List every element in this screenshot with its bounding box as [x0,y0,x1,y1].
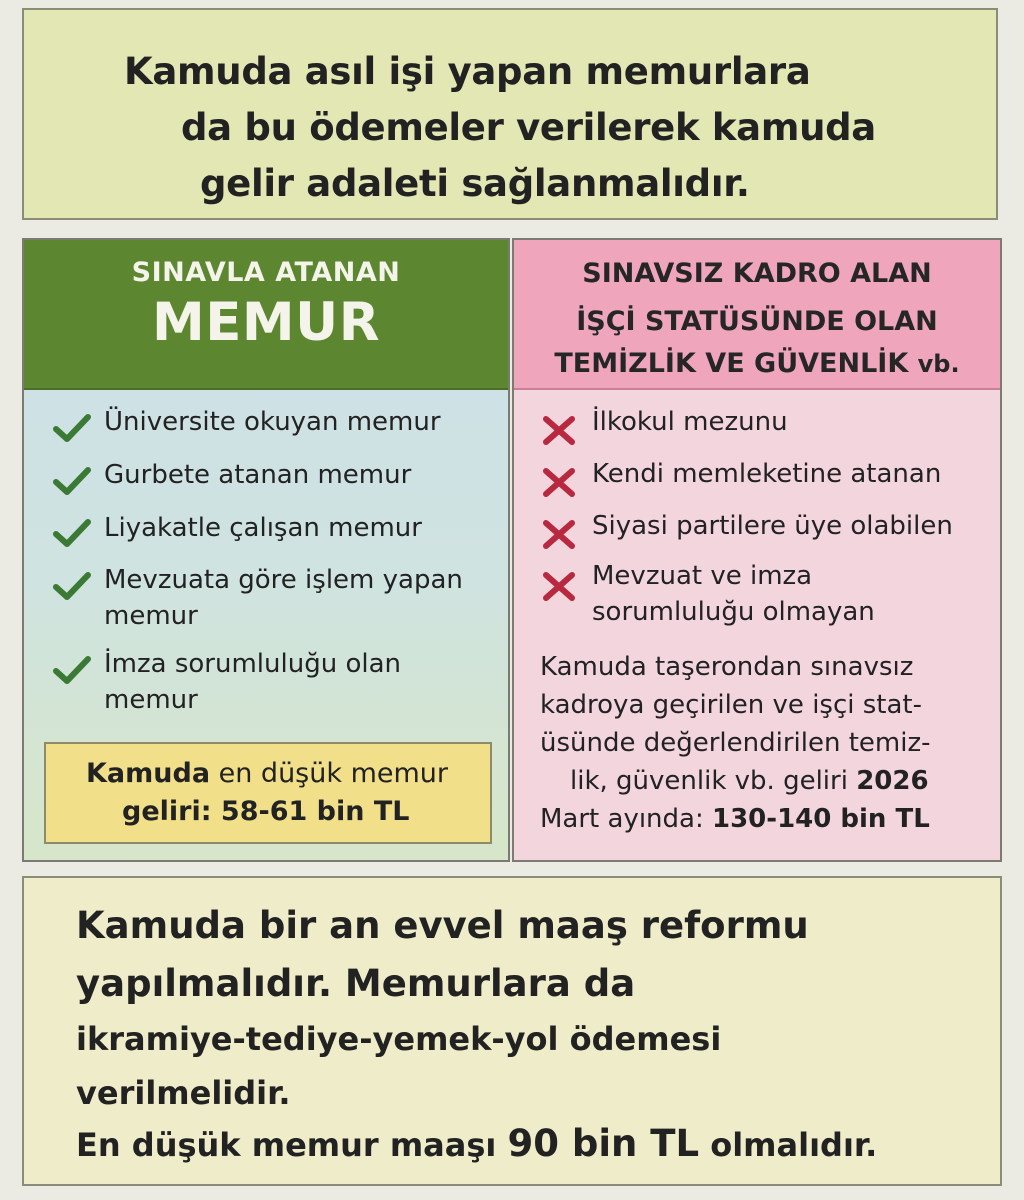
isci-paragraph-line-4-text: lik, güvenlik vb. geliri [570,766,857,796]
memur-item-2 [104,457,411,493]
isci-column [512,238,1002,862]
cross-icon [540,414,578,446]
memur-item-1 [104,404,441,440]
isci-header [514,240,1000,390]
reform-line-3: ikramiye-tediye-yemek-yol ödemesi [76,1020,722,1058]
isci-title-line-3-text: TEMİZLİK VE GÜVENLİK [554,348,909,379]
isci-item-4 [592,558,875,630]
isci-paragraph-line-4 [570,766,929,796]
isci-item-1-text: İlkokul mezunu [592,407,788,437]
isci-item-3-text: Siyasi partilere üye olabilen [592,511,953,541]
check-icon [52,517,92,549]
isci-paragraph-line-3: üsünde değerlendirilen temiz- [540,728,931,758]
memur-salary-line-1-rest: en düşük memur [210,758,449,789]
cross-icon [540,570,578,602]
isci-paragraph-line-5 [540,804,930,834]
isci-item-4-line-1: Mevzuat ve imza [592,561,813,591]
memur-item-4 [104,562,463,634]
isci-paragraph-line-2: kadroya geçirilen ve işçi stat- [540,690,922,720]
cross-icon [540,466,578,498]
reform-box [22,876,1002,1186]
cross-icon [540,518,578,550]
reform-line-5 [76,1122,877,1165]
memur-column [22,238,510,862]
memur-item-3 [104,510,422,546]
memur-salary-box [44,742,492,844]
memur-item-4-line-2: memur [104,601,198,631]
isci-item-2 [592,456,941,492]
isci-paragraph-line-1: Kamuda taşerondan sınavsız [540,652,914,682]
headline-line-2: da bu ödemeler verilerek kamuda [181,106,876,149]
isci-paragraph-line-5-text: Mart ayında: [540,804,712,834]
reform-line-5-post: olmalıdır. [699,1126,878,1164]
isci-title-suffix: vb. [917,350,960,378]
memur-salary-kamuda: Kamuda [86,758,211,789]
check-icon [52,465,92,497]
memur-item-1-text: Üniversite okuyan memur [104,407,441,437]
headline-line-1: Kamuda asıl işi yapan memurlara [124,50,811,93]
check-icon [52,654,92,686]
isci-item-1 [592,404,788,440]
isci-year: 2026 [856,766,929,796]
memur-subtitle: SINAVLA ATANAN [131,257,401,288]
reform-line-5-pre: En düşük memur maaşı [76,1126,508,1164]
headline-box [22,8,998,220]
reform-line-1: Kamuda bir an evvel maaş reformu [76,904,809,947]
memur-salary-line-2: geliri: 58-61 bin TL [122,796,410,827]
memur-item-5 [104,646,401,718]
memur-item-4-line-1: Mevzuata göre işlem yapan [104,565,463,595]
isci-title-line-3 [514,348,1000,379]
check-icon [52,570,92,602]
reform-line-2: yapılmalıdır. Memurlara da [76,962,636,1005]
memur-header [24,240,508,390]
isci-item-2-text: Kendi memleketine atanan [592,459,942,489]
isci-salary-amount: 130-140 bin TL [712,804,930,834]
isci-title-line-2: İŞÇİ STATÜSÜNDE OLAN [576,306,938,337]
headline-line-3: gelir adaleti sağlanmalıdır. [200,162,750,205]
comparison-columns [22,238,1002,862]
memur-item-2-text: Gurbete atanan memur [104,460,412,490]
memur-salary-line-1 [86,758,448,789]
isci-item-3 [592,508,953,544]
memur-title: MEMUR [151,292,381,353]
isci-item-4-line-2: sorumluluğu olmayan [592,597,875,627]
isci-title-line-1: SINAVSIZ KADRO ALAN [582,258,932,289]
check-icon [52,412,92,444]
memur-item-5-line-1: İmza sorumluluğu olan [104,649,401,679]
memur-item-3-text: Liyakatle çalışan memur [104,513,422,543]
reform-line-4: verilmelidir. [76,1074,291,1112]
memur-item-5-line-2: memur [104,685,198,715]
reform-min-salary: 90 bin TL [507,1122,700,1165]
